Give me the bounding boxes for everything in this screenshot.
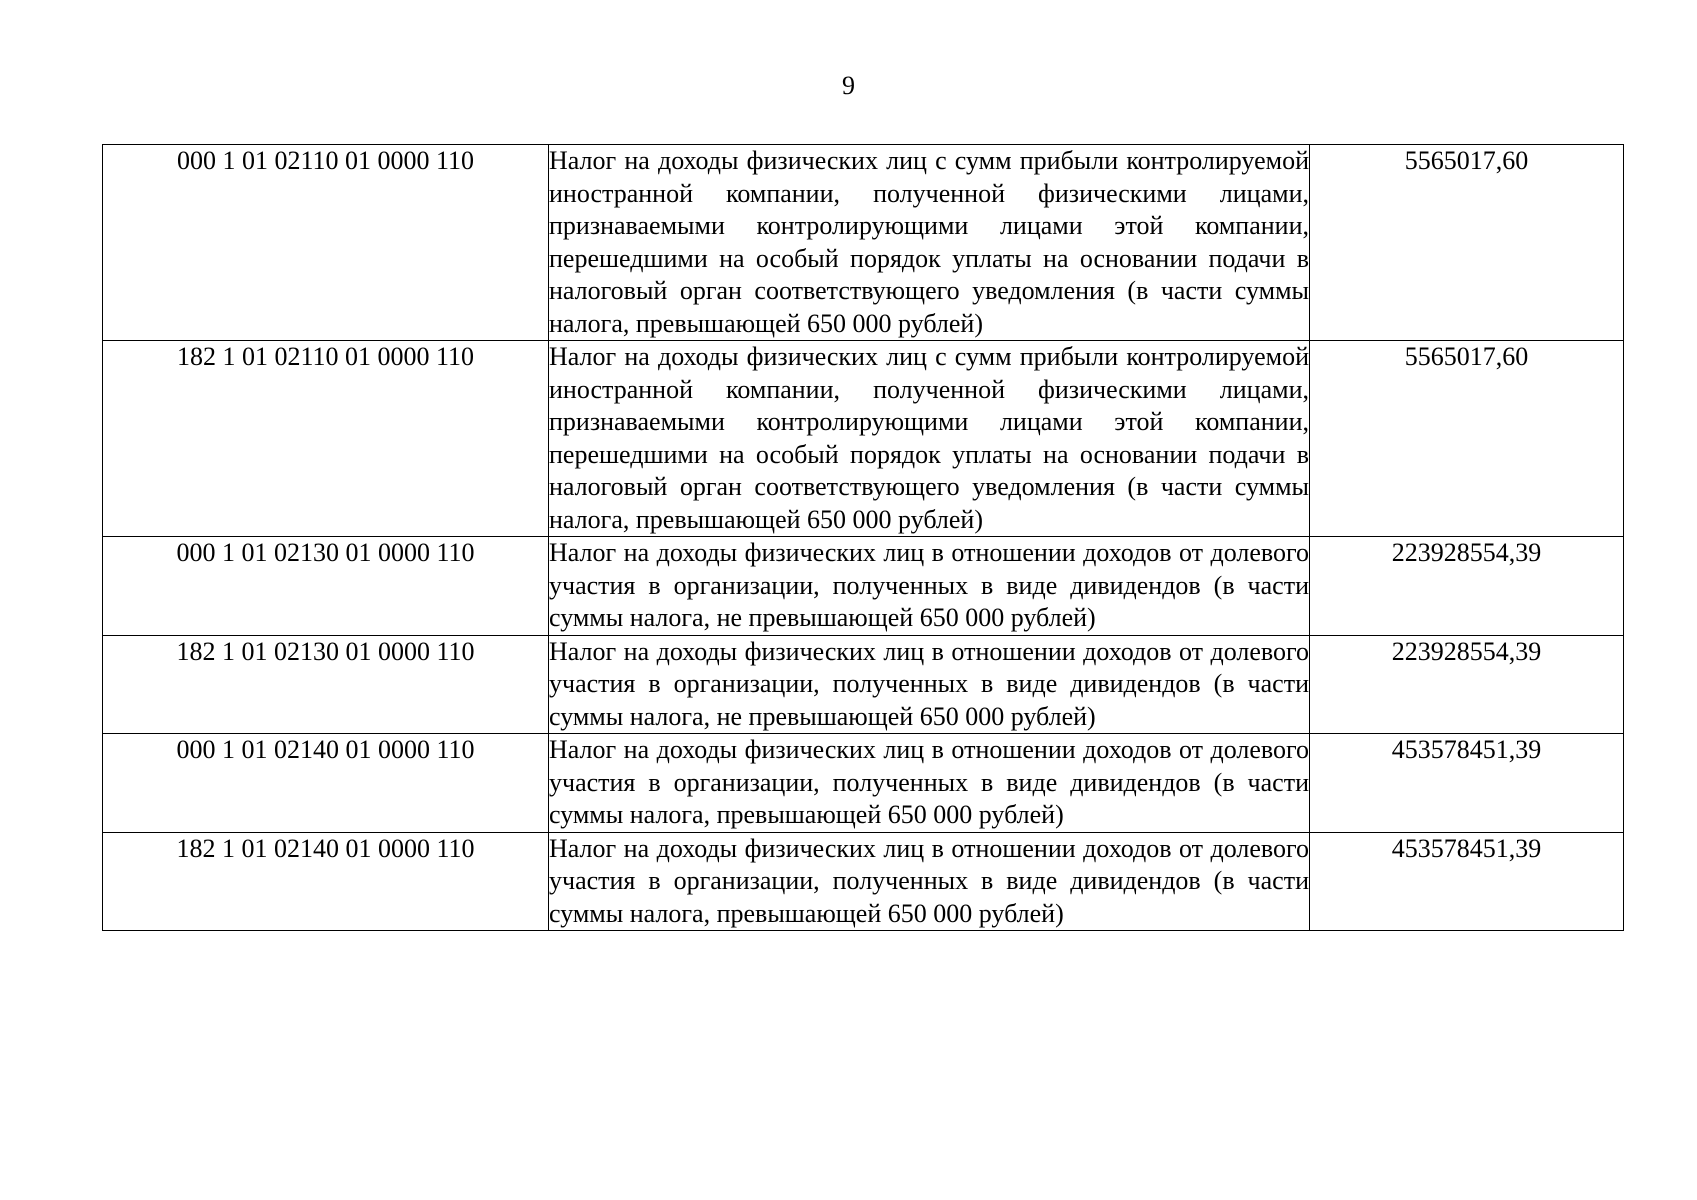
revenue-code-cell: 182 1 01 02140 01 0000 110	[103, 832, 549, 931]
revenue-code-cell: 000 1 01 02140 01 0000 110	[103, 734, 549, 833]
revenue-description-cell: Налог на доходы физических лиц в отношении доходов от долевого участия в организации, полученных в виде дивидендов (в части суммы налога, превышающей 650 000 рублей)	[549, 832, 1310, 931]
revenue-amount-cell: 223928554,39	[1310, 537, 1624, 636]
revenue-amount-cell: 453578451,39	[1310, 734, 1624, 833]
table-row	[103, 537, 1624, 636]
revenue-code-cell: 182 1 01 02130 01 0000 110	[103, 635, 549, 734]
revenue-code-cell: 000 1 01 02110 01 0000 110	[103, 145, 549, 341]
page-number: 9	[842, 71, 855, 100]
revenue-code-cell: 182 1 01 02110 01 0000 110	[103, 341, 549, 537]
budget-revenue-table	[102, 144, 1624, 931]
table-row	[103, 635, 1624, 734]
table-row	[103, 734, 1624, 833]
revenue-description-cell: Налог на доходы физических лиц в отношении доходов от долевого участия в организации, полученных в виде дивидендов (в части суммы налога, не превышающей 650 000 рублей)	[549, 537, 1310, 636]
table-row	[103, 341, 1624, 537]
revenue-code-cell: 000 1 01 02130 01 0000 110	[103, 537, 549, 636]
revenue-amount-cell: 5565017,60	[1310, 341, 1624, 537]
revenue-description-cell: Налог на доходы физических лиц в отношении доходов от долевого участия в организации, полученных в виде дивидендов (в части суммы налога, превышающей 650 000 рублей)	[549, 734, 1310, 833]
table-body	[103, 145, 1624, 931]
revenue-amount-cell: 5565017,60	[1310, 145, 1624, 341]
revenue-amount-cell: 223928554,39	[1310, 635, 1624, 734]
revenue-amount-cell: 453578451,39	[1310, 832, 1624, 931]
revenue-description-cell: Налог на доходы физических лиц в отношении доходов от долевого участия в организации, полученных в виде дивидендов (в части суммы налога, не превышающей 650 000 рублей)	[549, 635, 1310, 734]
table-row	[103, 832, 1624, 931]
table-row	[103, 145, 1624, 341]
revenue-description-cell: Налог на доходы физических лиц с сумм прибыли контролируемой иностранной компании, полученной физическими лицами, признаваемыми контролирующими лицами этой компании, перешедшими на особый порядок уплаты на основании подачи в налоговый орган соответствующего уведомления (в части суммы налога, превышающей 650 000 рублей)	[549, 341, 1310, 537]
revenue-description-cell: Налог на доходы физических лиц с сумм прибыли контролируемой иностранной компании, полученной физическими лицами, признаваемыми контролирующими лицами этой компании, перешедшими на особый порядок уплаты на основании подачи в налоговый орган соответствующего уведомления (в части суммы налога, превышающей 650 000 рублей)	[549, 145, 1310, 341]
